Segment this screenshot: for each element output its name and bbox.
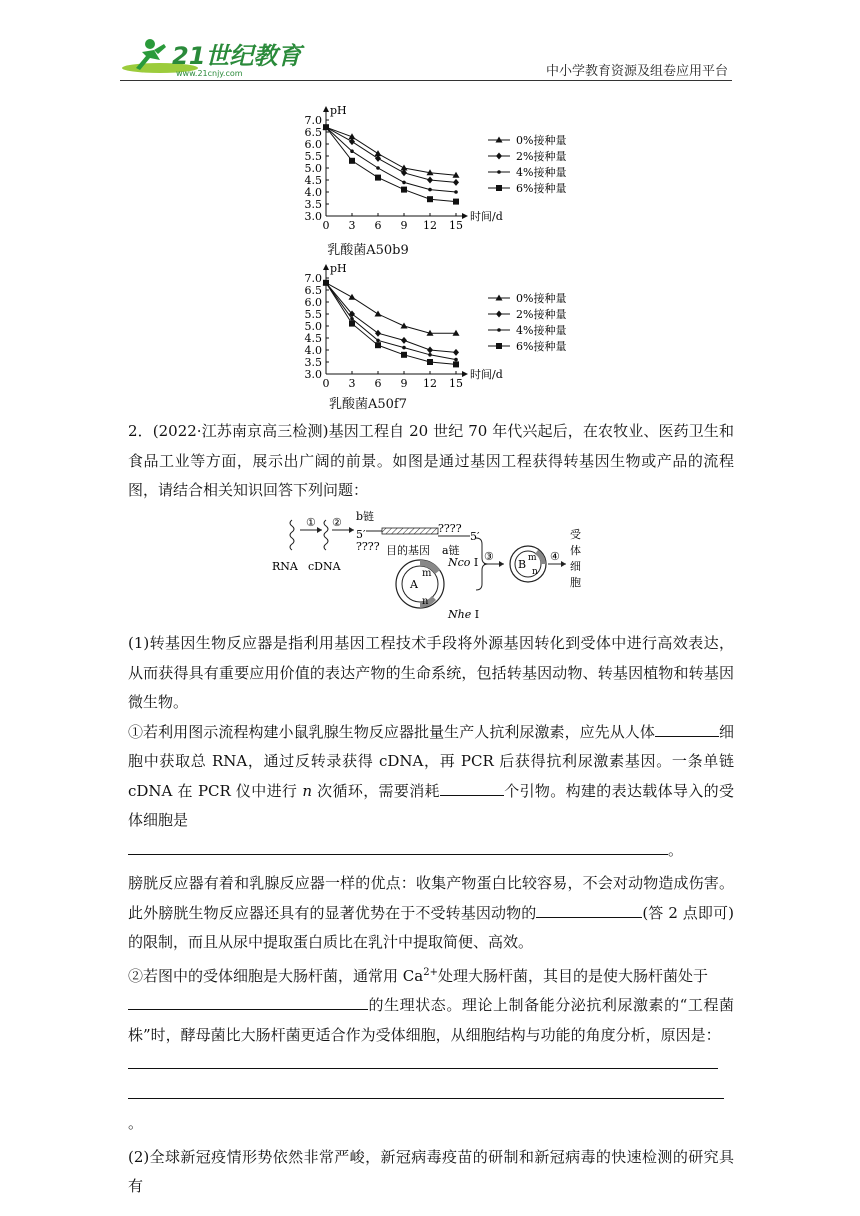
x-tick-label: 9	[400, 377, 408, 390]
step-3-label: ③	[484, 550, 494, 563]
site-logo	[120, 34, 320, 80]
cdna-label: cDNA	[308, 560, 341, 573]
y-tick-label: 4.0	[304, 186, 322, 199]
plasmid-a-label: A	[410, 578, 418, 591]
marker-diamond	[453, 179, 459, 186]
series-line-2	[326, 283, 456, 360]
marker-diamond	[427, 177, 433, 184]
legend-label-1: 2%接种量	[516, 308, 567, 321]
nco-site-label: Nco I	[448, 556, 479, 569]
y-tick-label: 6.5	[304, 284, 322, 297]
rna-strand-icon	[290, 520, 294, 550]
marker-dot	[350, 149, 354, 153]
legend-label-2: 4%接种量	[516, 166, 567, 179]
marker-square	[401, 187, 407, 193]
answer-blank-reason-2[interactable]	[128, 1082, 724, 1099]
paragraph-4-sup: 2+	[423, 966, 438, 978]
answer-blank-reason-1[interactable]	[128, 1052, 718, 1069]
y-tick-label: 5.5	[304, 308, 322, 321]
legend-label-3: 6%接种量	[516, 340, 567, 353]
plasmid-b-m: m	[528, 553, 537, 563]
paragraph-2	[128, 718, 734, 866]
marker-square	[349, 158, 355, 164]
paragraph-3-a: 膀胱反应器有着和乳腺反应器一样的优点：收集产物蛋白比较容易，不会对动物造成伤害。此外膀胱生物反应器还具有的显著优势在于不受转基因动物的	[128, 874, 734, 922]
marker-square	[375, 342, 381, 348]
y-axis-arrow	[323, 264, 329, 270]
legend-label-0: 0%接种量	[516, 134, 567, 147]
recipient-char-2: 体	[570, 544, 581, 557]
marker-triangle	[375, 311, 382, 317]
paragraph-2-c: 次循环，需要消耗	[312, 781, 440, 800]
x-tick-label: 9	[400, 219, 408, 232]
series-line-1	[326, 127, 456, 182]
series-line-2	[326, 127, 456, 192]
y-tick-label: 4.5	[304, 332, 322, 345]
x-tick-label: 3	[348, 377, 356, 390]
step-2-label: ②	[332, 516, 342, 529]
paragraph-1: (1)转基因生物反应器是指利用基因工程技术手段将外源基因转化到受体中进行高效表达，从而获得具有重要应用价值的表达产物的生命系统，包括转基因动物、转基因植物和转基因微生物。	[128, 634, 734, 711]
chart-a50b9	[298, 104, 598, 244]
y-tick-label: 3.0	[304, 210, 322, 223]
target-gene-block	[382, 528, 438, 534]
plasmid-b-n: n	[532, 567, 538, 577]
answer-blank-primers[interactable]	[440, 779, 504, 796]
marker-triangle	[349, 294, 356, 300]
legend-label-2: 4%接种量	[516, 324, 567, 337]
answer-blank-state[interactable]	[128, 993, 368, 1010]
y-tick-label: 7.0	[304, 114, 322, 127]
marker-dot	[497, 328, 501, 332]
y-tick-label: 5.0	[304, 162, 322, 175]
recipient-char-1: 受	[570, 528, 581, 541]
legend-label-0: 0%接种量	[516, 292, 567, 305]
plasmid-a-n: n	[422, 596, 429, 607]
paragraph-3-b: (答 2 点即可)的限制，而且从尿中提取蛋白质比在乳汁中提取简便、高效。	[128, 903, 734, 951]
marker-square	[496, 343, 502, 349]
five-prime-left: 5′	[356, 528, 366, 541]
chart-a50b9-caption: 乳酸菌A50b9	[327, 243, 409, 258]
x-tick-label: 0	[322, 377, 330, 390]
marker-diamond	[453, 349, 459, 356]
recipient-char-4: 胞	[570, 576, 581, 589]
marker-dot	[428, 353, 432, 357]
y-axis-arrow	[323, 106, 329, 112]
step-1-label: ①	[306, 516, 316, 529]
chart-a50f7-svg	[298, 262, 598, 402]
marker-dot	[454, 190, 458, 194]
page-header	[120, 34, 740, 80]
header-divider	[120, 80, 732, 81]
marker-square	[496, 185, 502, 191]
recipient-char-3: 细	[570, 560, 581, 573]
svg-text:21世纪教育: 21世纪教育	[172, 42, 302, 70]
marker-square	[427, 196, 433, 202]
marker-triangle	[401, 323, 408, 329]
marker-dot	[376, 339, 380, 343]
marker-dot	[428, 188, 432, 192]
marker-dot	[350, 317, 354, 321]
x-tick-label: 12	[423, 377, 437, 390]
sticky-end-top: ????	[438, 522, 462, 535]
paragraph-3	[128, 869, 734, 958]
question-body	[128, 629, 734, 1202]
marker-square	[453, 361, 459, 367]
paragraph-2-a: ①若利用图示流程构建小鼠乳腺生物反应器批量生产人抗利尿激素，应先从人体	[128, 722, 655, 741]
marker-dot	[402, 181, 406, 185]
y-tick-label: 3.5	[304, 198, 322, 211]
marker-diamond	[427, 347, 433, 354]
marker-square	[375, 175, 381, 181]
marker-diamond	[496, 311, 502, 318]
marker-square	[453, 199, 459, 205]
marker-square	[323, 280, 329, 286]
series-line-3	[326, 283, 456, 365]
marker-square	[401, 352, 407, 358]
y-tick-label: 4.0	[304, 344, 322, 357]
paragraph-4-a: ②若图中的受体细胞是大肠杆菌，通常用 Ca	[128, 966, 424, 985]
paragraph-5: (2)全球新冠疫情形势依然非常严峻，新冠病毒疫苗的研制和新冠病毒的快速检测的研究具有	[128, 1147, 734, 1195]
chart-a50f7	[298, 262, 598, 402]
y-tick-label: 5.5	[304, 150, 322, 163]
marker-square	[427, 359, 433, 365]
y-tick-label: 6.5	[304, 126, 322, 139]
platform-name: 中小学教育资源及组卷应用平台	[545, 64, 728, 79]
marker-diamond	[375, 330, 381, 337]
answer-blank-limits[interactable]	[536, 901, 642, 918]
answer-blank-recipient-cell[interactable]	[128, 838, 668, 855]
marker-diamond	[401, 337, 407, 344]
marker-dot	[497, 170, 501, 174]
x-tick-label: 12	[423, 219, 437, 232]
marker-diamond	[496, 153, 502, 160]
paragraph-4-end: 。	[128, 1114, 144, 1132]
x-axis-label: 时间/d	[470, 368, 503, 381]
series-line-0	[326, 283, 456, 333]
y-tick-label: 3.5	[304, 356, 322, 369]
x-tick-label: 0	[322, 219, 330, 232]
y-tick-label: 6.0	[304, 138, 322, 151]
paragraph-4	[128, 958, 734, 1139]
paragraph-2-end: 。	[668, 840, 684, 859]
answer-blank-cell-type[interactable]	[655, 720, 719, 737]
y-axis-label: pH	[330, 104, 347, 117]
target-gene-label: 目的基因	[386, 544, 430, 557]
question-2-text: 2．(2022·江苏南京高三检测)基因工程自 20 世纪 70 年代兴起后，在农牧业、医药卫生和食品工业等方面，展示出广阔的前景。如图是通过基因工程获得转基因生物或产品的流程图，请结合相关知识回答下列问题：	[128, 422, 734, 499]
x-tick-label: 15	[449, 377, 463, 390]
paragraph-2-d: 个引物。构建的表达载体导入的受体细胞是	[128, 781, 734, 829]
marker-dot	[376, 166, 380, 170]
y-tick-label: 5.0	[304, 320, 322, 333]
paragraph-2-b: 细胞中获取总 RNA，通过反转录获得 cDNA，再 PCR 后获得抗利尿激素基因。一条单链 cDNA 在 PCR 仪中进行	[128, 722, 734, 800]
chart-a50b9-svg	[298, 104, 598, 244]
plasmid-a-m: m	[422, 568, 432, 579]
sticky-end-bottom: ????	[356, 540, 380, 553]
step-4-label: ④	[550, 550, 560, 563]
plasmid-b-label: B	[518, 558, 527, 571]
y-axis-label: pH	[330, 262, 347, 275]
x-tick-label: 3	[348, 219, 356, 232]
question-2-intro	[128, 417, 734, 506]
x-tick-label: 15	[449, 219, 463, 232]
legend-label-1: 2%接种量	[516, 150, 567, 163]
cdna-strand-icon	[324, 520, 328, 550]
x-tick-label: 6	[374, 377, 382, 390]
y-tick-label: 7.0	[304, 272, 322, 285]
marker-dot	[402, 346, 406, 350]
a-chain-label: a链	[442, 544, 460, 557]
y-tick-label: 3.0	[304, 368, 322, 381]
paragraph-4-b: 处理大肠杆菌，其目的是使大肠杆菌处于	[437, 966, 708, 985]
paragraph-4-c: 的生理状态。理论上制备能分泌抗利尿激素的“工程菌株”时，酵母菌比大肠杆菌更适合作为受体细胞，从细胞结构与功能的角度分析，原因是：	[128, 996, 734, 1044]
marker-dot	[454, 358, 458, 362]
marker-square	[349, 321, 355, 327]
y-tick-label: 4.5	[304, 174, 322, 187]
y-tick-label: 6.0	[304, 296, 322, 309]
five-prime-right: 5′	[470, 530, 480, 543]
svg-text:www.21cnjy.com: www.21cnjy.com	[176, 69, 243, 78]
series-line-0	[326, 127, 456, 175]
marker-square	[323, 124, 329, 130]
rna-label: RNA	[272, 560, 298, 573]
chart-a50f7-caption: 乳酸菌A50f7	[328, 397, 407, 412]
x-axis-label: 时间/d	[470, 210, 503, 223]
nhe-site-label: Nhe I	[448, 608, 480, 621]
paragraph-2-n: n	[302, 781, 313, 800]
gene-engineering-diagram	[270, 508, 600, 624]
x-tick-label: 6	[374, 219, 382, 232]
legend-label-3: 6%接种量	[516, 182, 567, 195]
b-chain-label: b链	[356, 510, 375, 523]
